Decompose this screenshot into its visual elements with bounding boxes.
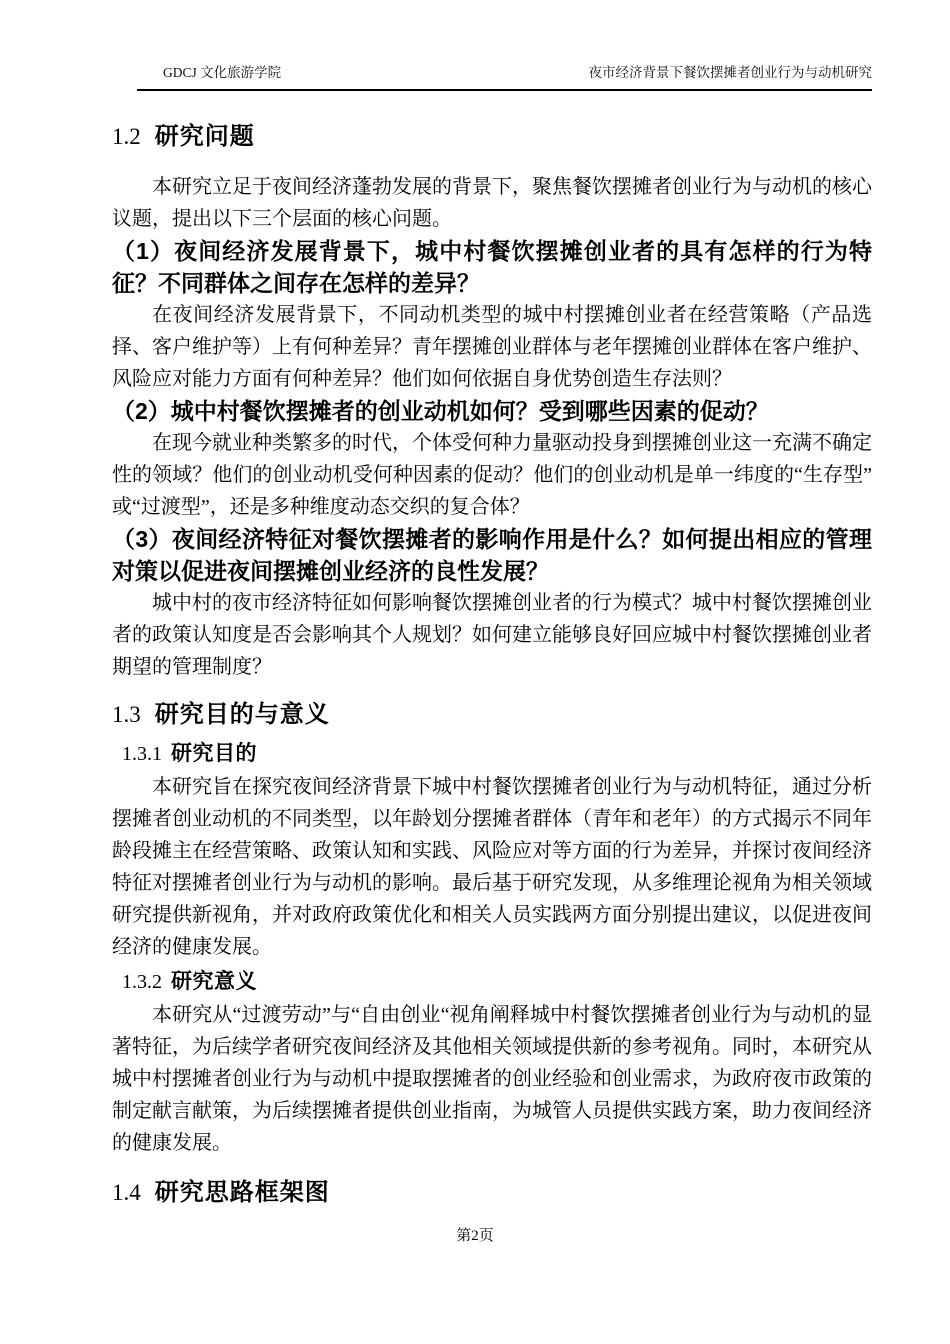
header-institution: GDCJ 文化旅游学院 — [163, 65, 282, 80]
section-title: 研究目的与意义 — [154, 701, 330, 728]
section-number: 1.3 — [112, 702, 141, 727]
paragraph-intro: 本研究立足于夜间经济蓬勃发展的背景下，聚焦餐饮摆摊者创业行为与动机的核心议题，提出以下三个层面的核心问题。 — [112, 176, 872, 230]
question-1-heading: （1）夜间经济发展背景下，城中村餐饮摆摊创业者的具有怎样的行为特征？不同群体之间存在怎样的差异？ — [112, 238, 872, 296]
section-title: 研究思路框架图 — [154, 1179, 330, 1206]
question-1-paragraph: 在夜间经济发展背景下，不同动机类型的城中村摆摊创业者在经营策略（产品选择、客户维护等）上有何种差异？青年摆摊创业群体与老年摆摊创业群体在客户维护、风险应对能力方面有何种差异？他们如何依据自身优势创造生存法则？ — [112, 304, 872, 390]
page-header — [137, 64, 872, 91]
subsection-1-3-1-paragraph: 本研究旨在探究夜间经济背景下城中村餐饮摆摊者创业行为与动机特征，通过分析摆摊者创业动机的不同类型，以年龄划分摆摊者群体（青年和老年）的方式揭示不同年龄段摊主在经营策略、政策认知和实践、风险应对等方面的行为差异，并探讨夜间经济特征对摆摊者创业行为与动机的影响。最后基于研究发现，从多维理论视角为相关领域研究提供新视角，并对政府政策优化和相关人员实践两方面分别提出建议，以促进夜间经济的健康发展。 — [112, 776, 872, 958]
section-number: 1.4 — [112, 1180, 141, 1205]
subsection-number: 1.3.1 — [122, 743, 162, 765]
section-number: 1.2 — [112, 124, 141, 149]
section-heading-1-4 — [112, 1175, 872, 1211]
subsection-heading-1-3-1 — [122, 737, 872, 771]
question-2-heading: （2）城中村餐饮摆摊者的创业动机如何？受到哪些因素的促动？ — [112, 398, 769, 424]
page-number: 第2页 — [456, 1228, 494, 1244]
subsection-title: 研究意义 — [171, 970, 257, 993]
section-title: 研究问题 — [154, 123, 255, 150]
question-2-paragraph: 在现今就业种类繁多的时代，个体受何种力量驱动投身到摆摊创业这一充满不确定性的领域？他们的创业动机受何种因素的促动？他们的创业动机是单一纬度的“生存型”或“过渡型”，还是多种维度动态交织的复合体？ — [112, 432, 872, 518]
header-running-title: 夜市经济背景下餐饮摆摊者创业行为与动机研究 — [588, 65, 872, 80]
question-3-paragraph: 城中村的夜市经济特征如何影响餐饮摆摊创业者的行为模式？城中村餐饮摆摊创业者的政策认知度是否会影响其个人规划？如何建立能够良好回应城中村餐饮摆摊创业者期望的管理制度？ — [112, 592, 872, 678]
subsection-title: 研究目的 — [171, 742, 257, 765]
subsection-number: 1.3.2 — [122, 971, 162, 993]
section-heading-1-2 — [112, 119, 872, 155]
subsection-heading-1-3-2 — [122, 965, 872, 999]
section-heading-1-3 — [112, 697, 872, 733]
subsection-1-3-2-paragraph: 本研究从“过渡劳动”与“自由创业“视角阐释城中村餐饮摆摊者创业行为与动机的显著特征，为后续学者研究夜间经济及其他相关领域提供新的参考视角。同时，本研究从城中村摆摊者创业行为与动机中提取摆摊者的创业经验和创业需求，为政府夜市政策的制定献言献策，为后续摆摊者提供创业指南，为城管人员提供实践方案，助力夜间经济的健康发展。 — [112, 1004, 872, 1154]
question-3-heading: （3）夜间经济特征对餐饮摆摊者的影响作用是什么？如何提出相应的管理对策以促进夜间摆摊创业经济的良性发展？ — [112, 526, 872, 584]
